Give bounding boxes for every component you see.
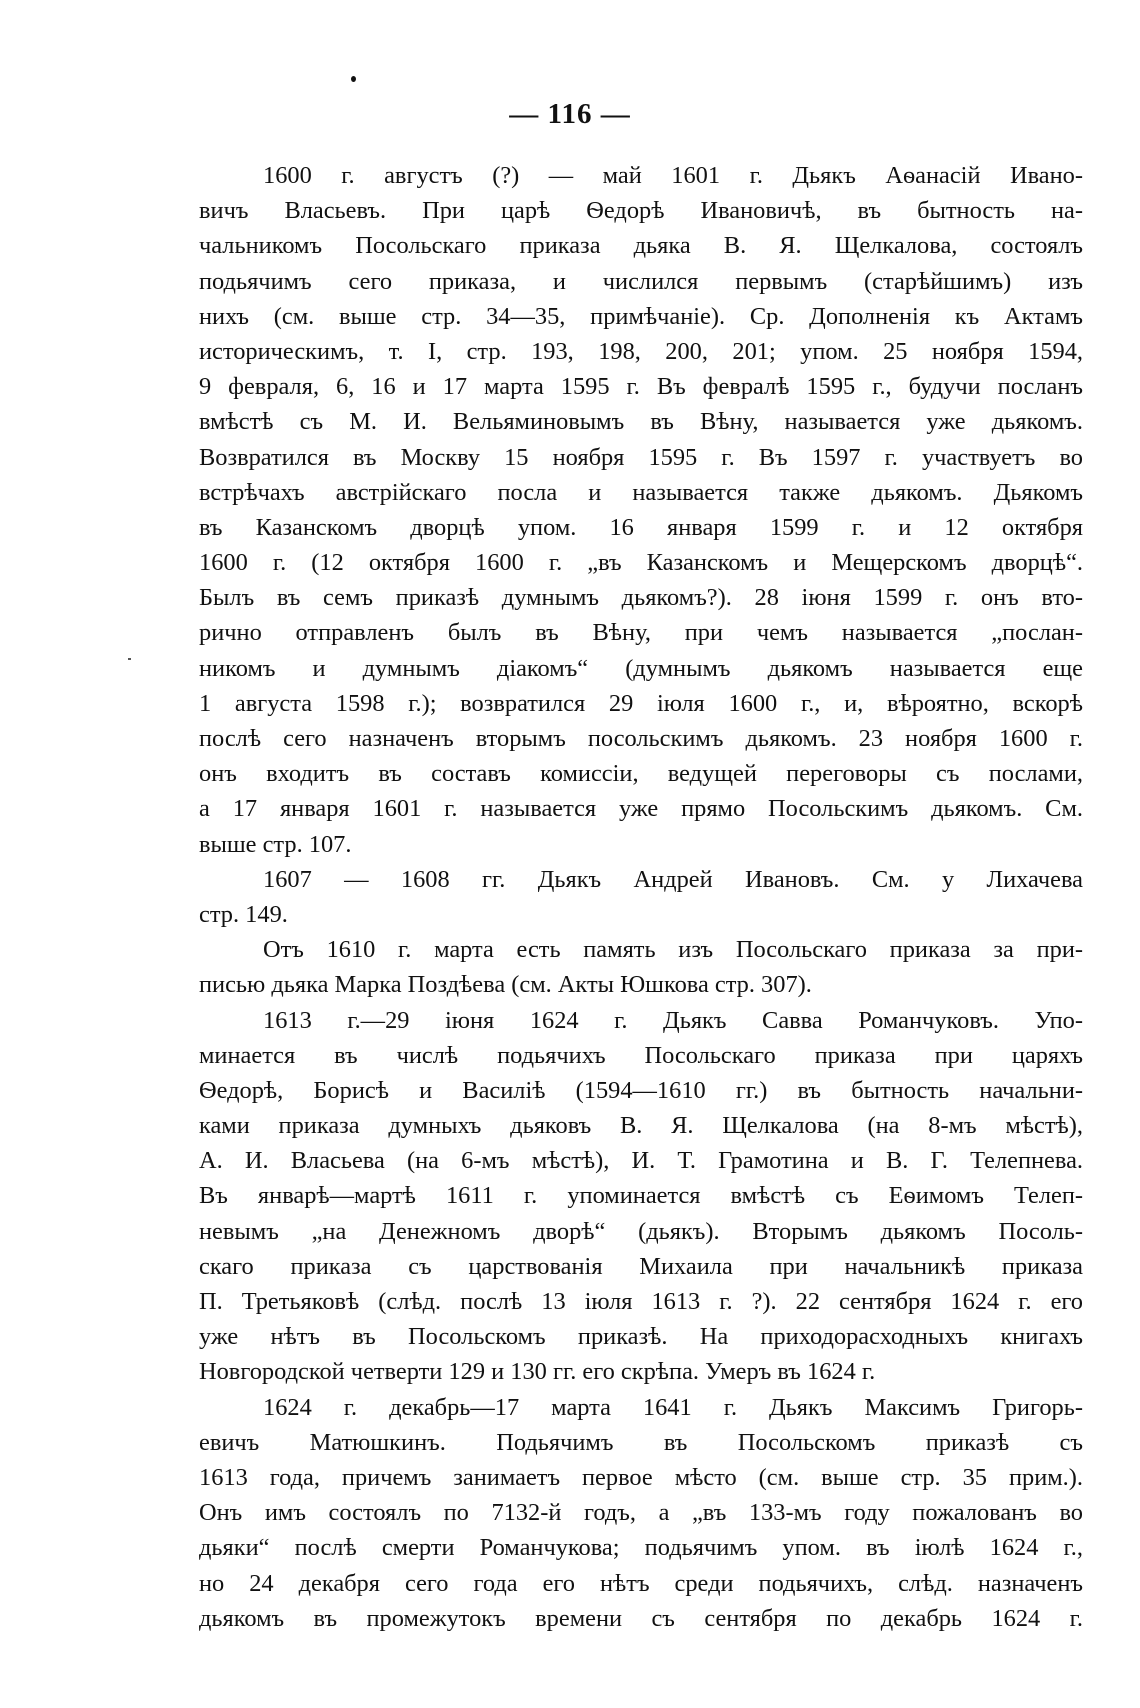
body-text xyxy=(199,158,1083,1636)
text-line: историческимъ, т. I, стр. 193, 198, 200, 201; упом. 25 ноября 1594, xyxy=(199,337,1083,365)
text-line: Ѳедорѣ, Борисѣ и Василіѣ (1594—1610 гг.) въ бытность начальни- xyxy=(199,1076,1083,1104)
text-line: Новгородской четверти 129 и 130 гг. его скрѣпа. Умеръ въ 1624 г. xyxy=(199,1358,876,1386)
text-line: чальникомъ Посольскаго приказа дьяка В. Я. Щелкалова, состоялъ xyxy=(199,232,1083,260)
text-line: никомъ и думнымъ діакомъ“ (думнымъ дьякомъ называется еще xyxy=(199,654,1083,682)
text-line: 1613 г.—29 іюня 1624 г. Дьякъ Савва Романчуковъ. Упо- xyxy=(263,1006,1083,1034)
text-line: но 24 декабря сего года его нѣтъ среди подьячихъ, слѣд. назначенъ xyxy=(199,1569,1083,1597)
text-line: минается въ числѣ подьячихъ Посольскаго приказа при царяхъ xyxy=(199,1041,1083,1069)
text-line: послѣ сего назначенъ вторымъ посольскимъ дьякомъ. 23 ноября 1600 г. xyxy=(199,725,1083,752)
text-line: писью дьяка Марка Поздѣева (см. Акты Юшкова стр. 307). xyxy=(199,971,812,999)
text-line: Былъ въ семъ приказѣ думнымъ дьякомъ?). 28 іюня 1599 г. онъ вто- xyxy=(199,584,1083,612)
text-line: дьяки“ послѣ смерти Романчукова; подьячимъ упом. въ іюлѣ 1624 г., xyxy=(199,1534,1083,1562)
text-line: П. Третьяковѣ (слѣд. послѣ 13 іюля 1613 г. ?). 22 сентября 1624 г. его xyxy=(199,1288,1083,1315)
text-line: 1 августа 1598 г.); возвратился 29 іюля 1600 г., и, вѣроятно, вскорѣ xyxy=(199,689,1083,717)
text-line: а 17 января 1601 г. называется уже прямо Посольскимъ дьякомъ. См. xyxy=(199,795,1083,823)
text-line: 1600 г. (12 октября 1600 г. „въ Казанскомъ и Мещерскомъ дворцѣ“. xyxy=(199,549,1083,577)
text-line: ками приказа думныхъ дьяковъ В. Я. Щелкалова (на 8-мъ мѣстѣ), xyxy=(199,1112,1083,1140)
text-line: 1607 — 1608 гг. Дьякъ Андрей Ивановъ. См. у Лихачева xyxy=(263,865,1083,893)
text-line: въ Казанскомъ дворцѣ упом. 16 января 1599 г. и 12 октября xyxy=(199,513,1083,541)
text-line: уже нѣтъ въ Посольскомъ приказѣ. На приходорасходныхъ книгахъ xyxy=(199,1323,1083,1351)
text-line: Возвратился въ Москву 15 ноября 1595 г. Въ 1597 г. участвуетъ во xyxy=(199,443,1083,471)
page-number: — 116 — xyxy=(509,98,631,130)
text-line: вичъ Власьевъ. При царѣ Ѳедорѣ Ивановичѣ, въ бытность на- xyxy=(199,197,1083,225)
text-line: 9 февраля, 6, 16 и 17 марта 1595 г. Въ февралѣ 1595 г., будучи посланъ xyxy=(199,373,1083,401)
ink-dot xyxy=(351,76,356,82)
text-line: стр. 149. xyxy=(199,900,288,928)
text-line: выше стр. 107. xyxy=(199,830,352,858)
text-line: вмѣстѣ съ М. И. Вельяминовымъ въ Вѣну, называется уже дьякомъ. xyxy=(199,408,1083,436)
text-line: евичъ Матюшкинъ. Подьячимъ въ Посольскомъ приказѣ съ xyxy=(199,1428,1083,1456)
text-line: А. И. Власьева (на 6-мъ мѣстѣ), И. Т. Грамотина и В. Г. Телепнева. xyxy=(199,1147,1083,1175)
margin-mark xyxy=(128,658,131,660)
text-line: Отъ 1610 г. марта есть память изъ Посольскаго приказа за при- xyxy=(263,936,1083,964)
text-line: Въ январѣ—мартѣ 1611 г. упоминается вмѣстѣ съ Еѳимомъ Телеп- xyxy=(199,1182,1083,1210)
text-line: 1624 г. декабрь—17 марта 1641 г. Дьякъ Максимъ Григорь- xyxy=(263,1393,1083,1421)
text-line: 1613 года, причемъ занимаетъ первое мѣсто (см. выше стр. 35 прим.). xyxy=(199,1463,1083,1491)
text-line: рично отправленъ былъ въ Вѣну, при чемъ называется „послан- xyxy=(199,619,1083,647)
text-line: дьякомъ въ промежутокъ времени съ сентября по декабрь 1624 г. xyxy=(199,1604,1083,1632)
text-line: встрѣчахъ австрійскаго посла и называется также дьякомъ. Дьякомъ xyxy=(199,478,1083,506)
text-line: онъ входитъ въ составъ комиссіи, ведущей переговоры съ послами, xyxy=(199,760,1083,788)
text-line: скаго приказа съ царствованія Михаила при начальникѣ приказа xyxy=(199,1252,1083,1280)
text-line: нихъ (см. выше стр. 34—35, примѣчаніе). Ср. Дополненія къ Актамъ xyxy=(199,302,1083,330)
text-line: 1600 г. августъ (?) — май 1601 г. Дьякъ Аѳанасій Ивано- xyxy=(263,162,1083,189)
text-line: подьячимъ сего приказа, и числился первымъ (старѣйшимъ) изъ xyxy=(199,267,1083,295)
text-line: Онъ имъ состоялъ по 7132-й годъ, а „въ 133-мъ году пожалованъ во xyxy=(199,1499,1083,1527)
text-line: невымъ „на Денежномъ дворѣ“ (дьякъ). Вторымъ дьякомъ Посоль- xyxy=(199,1217,1083,1245)
